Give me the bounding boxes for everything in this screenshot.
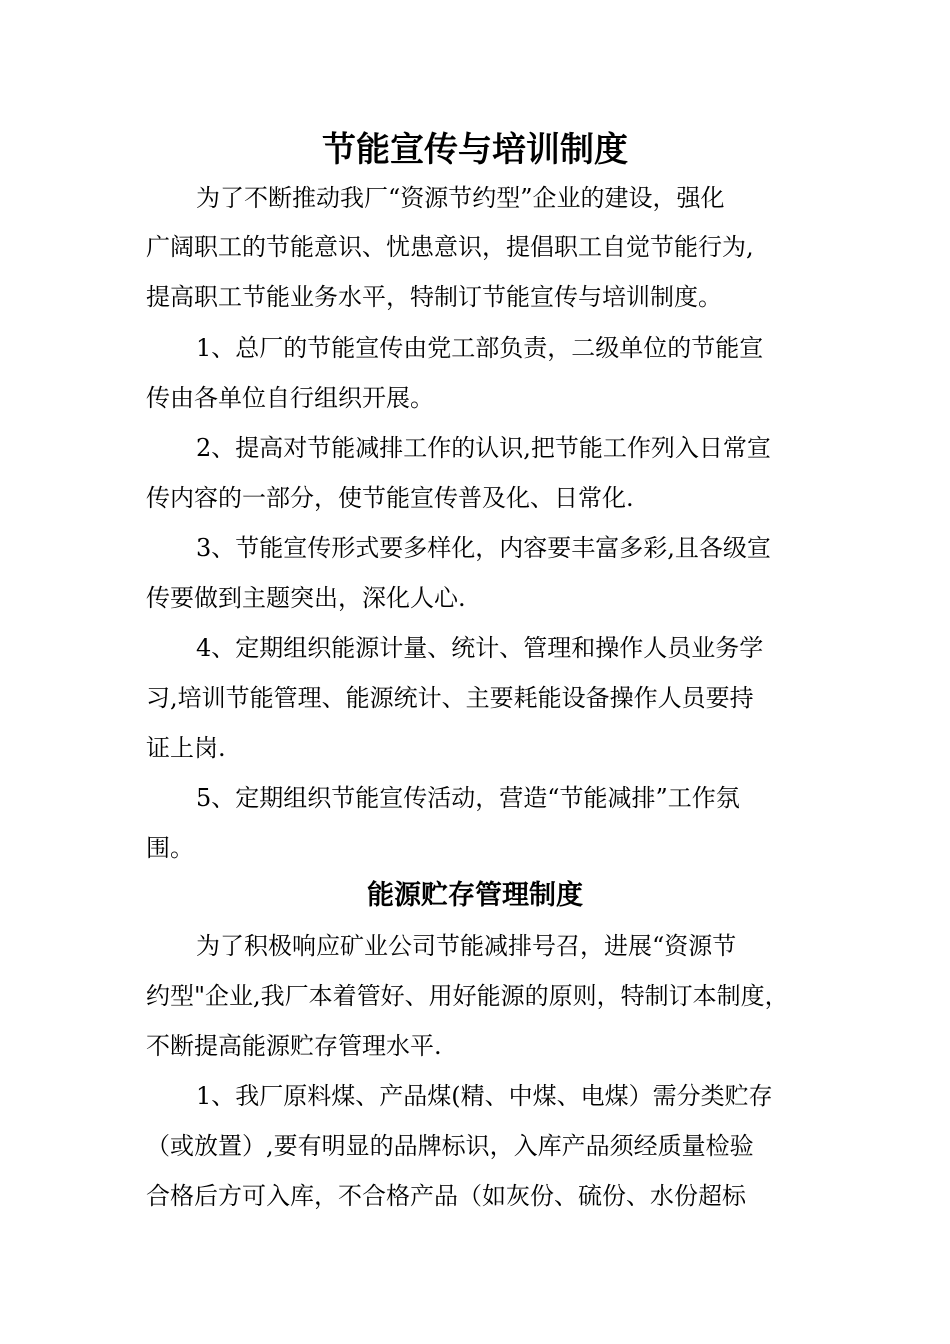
paragraph-line: 约型"企业,我厂本着管好、用好能源的原则，特制订本制度， <box>146 982 789 1010</box>
section-title-energy-storage-management: 能源贮存管理制度 <box>367 880 583 911</box>
paragraph-line: 传要做到主题突出，深化人心. <box>146 584 466 612</box>
paragraph-line: （或放置）,要有明显的品牌标识，入库产品须经质量检验 <box>146 1132 754 1160</box>
paragraph-line: 围。 <box>146 834 194 862</box>
paragraph-line: 传内容的一部分，使节能宣传普及化、日常化. <box>146 484 634 512</box>
paragraph-line: 1、我厂原料煤、产品煤(精、中煤、电煤）需分类贮存 <box>196 1082 773 1110</box>
paragraph-line: 2、提高对节能减排工作的认识,把节能工作列入日常宣 <box>196 434 771 462</box>
paragraph-line: 广阔职工的节能意识、忧患意识，提倡职工自觉节能行为, <box>146 233 754 261</box>
section-title-energy-publicity-training: 节能宣传与培训制度 <box>322 130 628 170</box>
paragraph-line: 1、总厂的节能宣传由党工部负责，二级单位的节能宣 <box>196 334 764 362</box>
paragraph-line: 习,培训节能管理、能源统计、主要耗能设备操作人员要持 <box>146 684 754 712</box>
paragraph-line: 传由各单位自行组织开展。 <box>146 384 434 412</box>
paragraph-line: 5、定期组织节能宣传活动，营造“节能减排”工作氛 <box>196 784 740 812</box>
paragraph-line: 提高职工节能业务水平，特制订节能宣传与培训制度。 <box>146 283 722 311</box>
paragraph-line: 合格后方可入库，不合格产品（如灰份、硫份、水份超标 <box>146 1182 746 1210</box>
paragraph-line: 4、定期组织能源计量、统计、管理和操作人员业务学 <box>196 634 764 662</box>
paragraph-line: 3、节能宣传形式要多样化，内容要丰富多彩,且各级宣 <box>196 534 771 562</box>
paragraph-line: 证上岗. <box>146 734 226 762</box>
paragraph-line: 为了不断推动我厂“资源节约型”企业的建设，强化 <box>196 184 725 212</box>
paragraph-line: 不断提高能源贮存管理水平. <box>146 1032 442 1060</box>
paragraph-line: 为了积极响应矿业公司节能减排号召，进展“资源节 <box>196 932 737 960</box>
